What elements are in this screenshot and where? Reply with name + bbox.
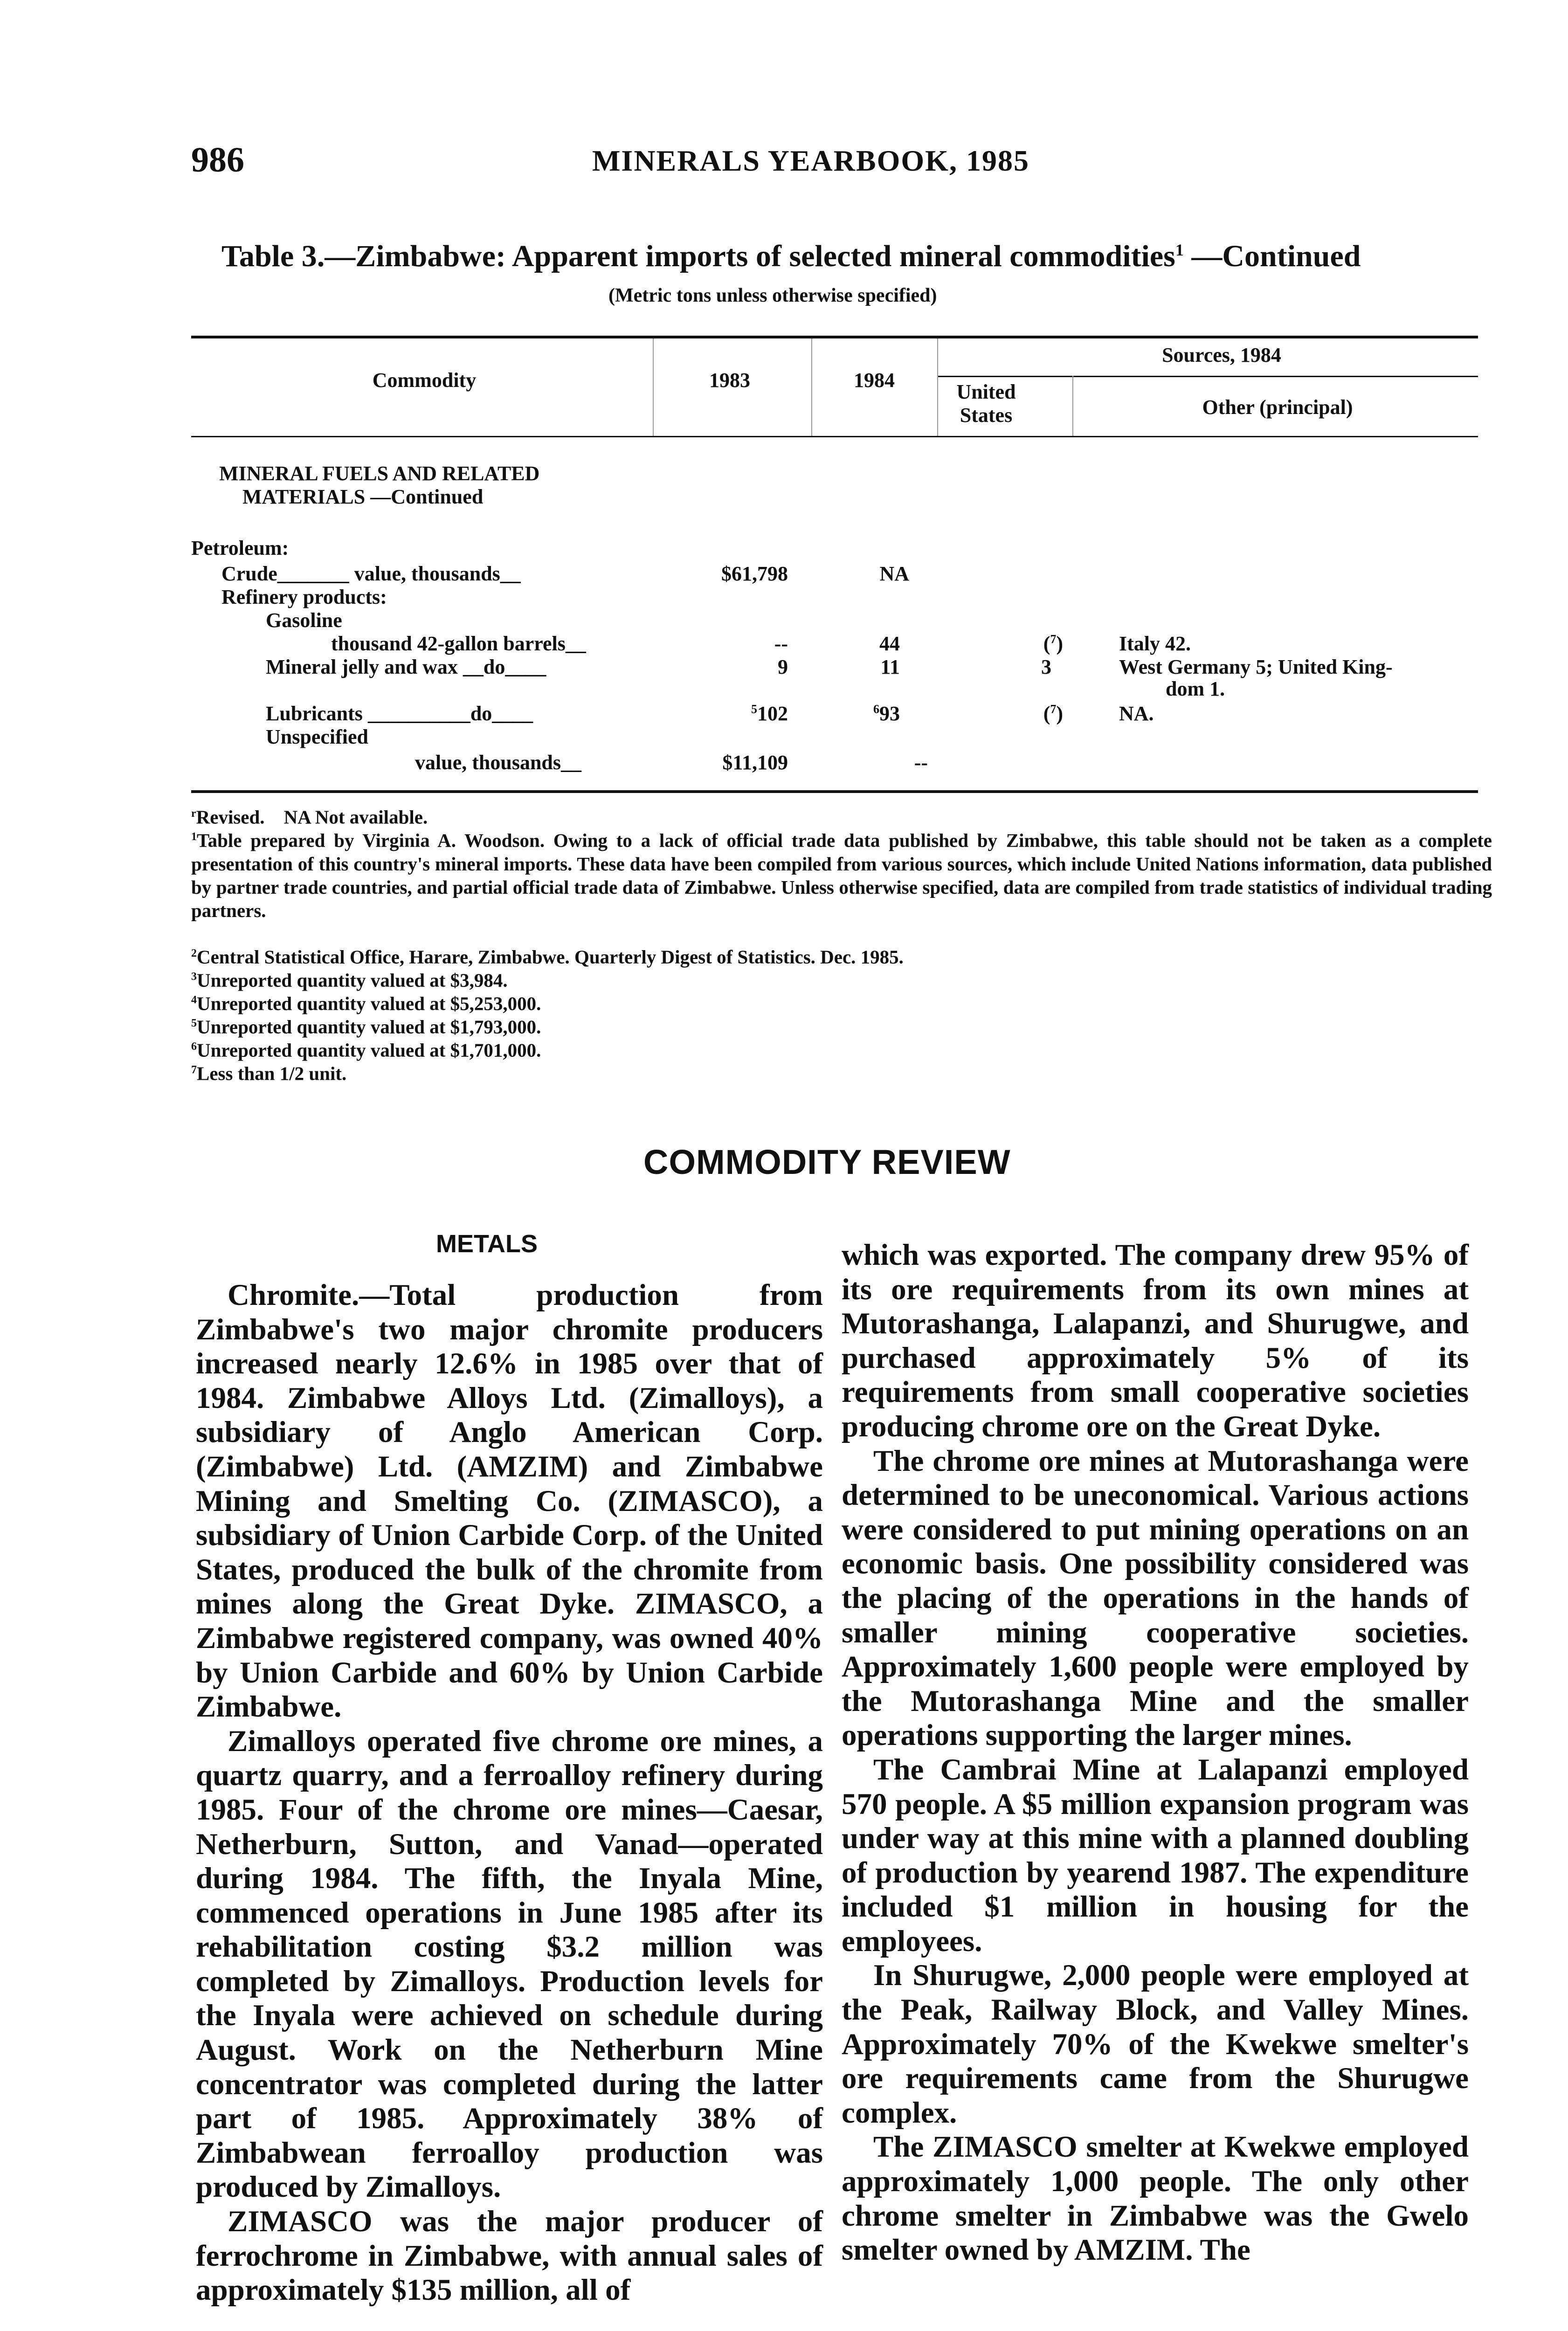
cell-lub-1983 — [671, 702, 788, 725]
right-paragraph-4: In Shurugwe, 2,000 people were employed at the Peak, Railway Block, and Valley Mines. Approximately 70% of the Kwekwe smelter's ore requirements came from the Shurugwe complex. — [842, 1959, 1469, 2130]
footnote-mark-3: 3 — [191, 971, 197, 983]
cell-lub-1983-value: 102 — [757, 702, 788, 725]
footnote-2 — [191, 942, 1492, 969]
header-1983: 1983 — [709, 369, 750, 392]
table-title-text: Table 3.—Zimbabwe: Apparent imports of selected mineral commodities — [221, 239, 1175, 273]
sources-rule — [937, 376, 1478, 377]
col-divider-1 — [653, 338, 654, 436]
footnote-mark-7: 7 — [191, 1064, 197, 1076]
right-paragraph-3: The Cambrai Mine at Lalapanzi employed 570 people. A $5 million expansion program was under way at this mine with a planned doubling of production by yearend 1987. The expenditure included $1 million in housing for the employees. — [842, 1752, 1469, 1958]
cell-gasoline-other: Italy 42. — [1119, 632, 1191, 655]
left-paragraph-1 — [196, 1278, 823, 1724]
footnote-4 — [191, 988, 1492, 1015]
footnote-6-text: Unreported quantity valued at $1,701,000. — [197, 1039, 541, 1061]
cell-jelly-us: 3 — [1041, 655, 1051, 678]
cell-lub-other: NA. — [1119, 702, 1154, 725]
header-united-states: United States — [956, 380, 1016, 427]
section-label: MINERAL FUELS AND RELATED — [219, 462, 540, 485]
cell-gasoline-us-footnote: 7 — [1050, 632, 1057, 646]
table-subtitle: (Metric tons unless otherwise specified) — [608, 285, 937, 306]
table-title-footnote: 1 — [1175, 241, 1184, 259]
commodity-review-heading: COMMODITY REVIEW — [643, 1143, 1011, 1181]
left-paragraph-2: Zimalloys operated five chrome ore mines, a quartz quarry, and a ferroalloy refinery during 1985. Four of the chrome ore mines—Caesar, Netherburn, Sutton, and Vanad—operated during 1984. The fifth, the Inyala Mine, commenced operations in June 1985 after its rehabilitation costing $3.2 million was completed by Zimalloys. Production levels for the Inyala were achieved on schedule during August. Work on the Netherburn Mine concentrator was completed during the latter part of 1985. Approximately 38% of Zimbabwean ferroalloy production was produced by Zimalloys. — [196, 1724, 823, 2204]
footnote-revised: Revised. — [196, 806, 265, 828]
footnote-1 — [191, 825, 1492, 922]
col-divider-3 — [937, 338, 938, 436]
right-paragraph-1: which was exported. The company drew 95% of its ore requirements from its own mines at Mutorashanga, Lalapanzi, and Shurugwe, and purchased approximately 5% of its requirements from small cooperative societies producing chrome ore on the Great Dyke. — [842, 1238, 1469, 1443]
footnote-2-text: Central Statistical Office, Harare, Zimbabwe. Quarterly Digest of Statistics. Dec. 1985. — [197, 946, 904, 968]
row-gasoline-unit: thousand 42-gallon barrels__ — [331, 632, 586, 655]
table-title — [221, 239, 1361, 274]
chromite-heading: Chromite. — [228, 1278, 359, 1312]
header-commodity: Commodity — [372, 369, 477, 392]
footnote-3-text: Unreported quantity valued at $3,984. — [197, 969, 508, 991]
footnote-mark-6: 6 — [191, 1041, 197, 1053]
row-lubricants: Lubricants __________do____ — [266, 702, 533, 725]
footnote-5-text: Unreported quantity valued at $1,793,000. — [197, 1016, 541, 1038]
page-number: 986 — [191, 140, 244, 179]
row-crude: Crude_______ value, thousands__ — [221, 562, 521, 585]
footnote-5 — [191, 1012, 1492, 1039]
footnote-mark-1: 1 — [191, 831, 197, 843]
footnote-4-text: Unreported quantity valued at $5,253,000. — [197, 993, 541, 1014]
footnote-7-text: Less than 1/2 unit. — [197, 1062, 347, 1084]
left-column — [196, 1278, 823, 2308]
metals-heading: METALS — [436, 1230, 538, 1258]
col-divider-4 — [1072, 376, 1073, 436]
footnote-6 — [191, 1035, 1492, 1062]
row-mineral-jelly: Mineral jelly and wax __do____ — [266, 655, 546, 678]
cell-jelly-1983: 9 — [778, 655, 788, 678]
cell-unspec-1983: $11,109 — [722, 751, 788, 774]
running-title: MINERALS YEARBOOK, 1985 — [592, 144, 1029, 177]
header-1984: 1984 — [854, 369, 895, 392]
footnote-3 — [191, 965, 1492, 992]
header-sources: Sources, 1984 — [1162, 344, 1281, 366]
row-unspecified: Unspecified — [266, 725, 368, 748]
cell-lub-us: ($^7$) — [1043, 702, 1063, 725]
footnote-mark-4: 4 — [191, 994, 197, 1006]
footnote-1-text: Table prepared by Virginia A. Woodson. Owing to a lack of official trade data published by Zimbabwe, this table should not be taken as a complete presentation of this country's mineral imports. These data have been compiled from various sources, which include United Nations information, data published by partner trade countries, and partial official trade data of Zimbabwe. Unless otherwise specified, data are compiled from trade statistics of individual trading partners. — [191, 829, 1492, 921]
footnote-mark-r: r — [191, 807, 196, 820]
footnote-7 — [191, 1058, 1492, 1085]
footnote-revised-na — [191, 802, 1492, 829]
cell-jelly-other-2: dom 1. — [1166, 677, 1225, 700]
cell-crude-1984: NA — [879, 562, 909, 585]
cell-lub-1984 — [821, 702, 900, 725]
cell-lub-1984-footnote: 6 — [873, 702, 879, 716]
row-petroleum: Petroleum: — [191, 537, 289, 559]
cell-gasoline-us: ($^7$) — [1043, 632, 1063, 655]
left-paragraph-3: ZIMASCO was the major producer of ferrochrome in Zimbabwe, with annual sales of approximately $135 million, all of — [196, 2205, 823, 2307]
cell-crude-1983: $61,798 — [721, 562, 788, 585]
cell-lub-us-footnote: 7 — [1050, 702, 1057, 716]
table-bottom-rule — [191, 790, 1478, 793]
footnote-na: NA Not available. — [283, 806, 428, 828]
row-refinery: Refinery products: — [221, 586, 387, 608]
right-column — [842, 1238, 1469, 2268]
footnote-mark-5: 5 — [191, 1017, 197, 1029]
cell-lub-1983-footnote: 5 — [751, 702, 757, 716]
row-unspecified-unit: value, thousands__ — [415, 751, 582, 774]
table-top-rule — [191, 336, 1478, 338]
cell-jelly-other: West Germany 5; United King- — [1119, 655, 1393, 678]
right-paragraph-2: The chrome ore mines at Mutorashanga were determined to be uneconomical. Various actions were considered to put mining operations on an economic basis. One possibility considered was the placing of the operations in the hands of smaller mining cooperative societies. Approximately 1,600 people were employed by the Mutorashanga Mine and the smaller operations supporting the larger mines. — [842, 1444, 1469, 1752]
cell-unspec-1984: -- — [914, 751, 928, 774]
col-divider-2 — [811, 338, 812, 436]
section-label-2: MATERIALS —Continued — [242, 485, 484, 508]
cell-jelly-1984: 11 — [880, 655, 900, 678]
left-paragraph-1-text: —Total production from Zimbabwe's two major chromite producers increased nearly 12.6% in 1985 over that of 1984. Zimbabwe Alloys Ltd. (Zimalloys), a subsidiary of Anglo American Corp. (Zimbabwe) Ltd. (AMZIM) and Zimbabwe Mining and Smelting Co. (ZIMASCO), a subsidiary of Union Carbide Corp. of the United States, produced the bulk of the chromite from mines along the Great Dyke. ZIMASCO, a Zimbabwe registered company, was owned 40% by Union Carbide and 60% by Union Carbide Zimbabwe. — [196, 1278, 823, 1724]
cell-gasoline-1983: -- — [774, 632, 788, 655]
header-bottom-rule — [191, 436, 1478, 437]
header-other: Other (principal) — [1202, 396, 1353, 419]
right-paragraph-5: The ZIMASCO smelter at Kwekwe employed approximately 1,000 people. The only other chrome smelter in Zimbabwe was the Gwelo smelter owned by AMZIM. The — [842, 2130, 1469, 2267]
table-title-suffix: —Continued — [1183, 239, 1361, 273]
cell-lub-1984-value: 93 — [879, 702, 900, 725]
footnote-mark-2: 2 — [191, 947, 197, 959]
cell-gasoline-1984: 44 — [879, 632, 900, 655]
row-gasoline: Gasoline — [266, 609, 342, 632]
